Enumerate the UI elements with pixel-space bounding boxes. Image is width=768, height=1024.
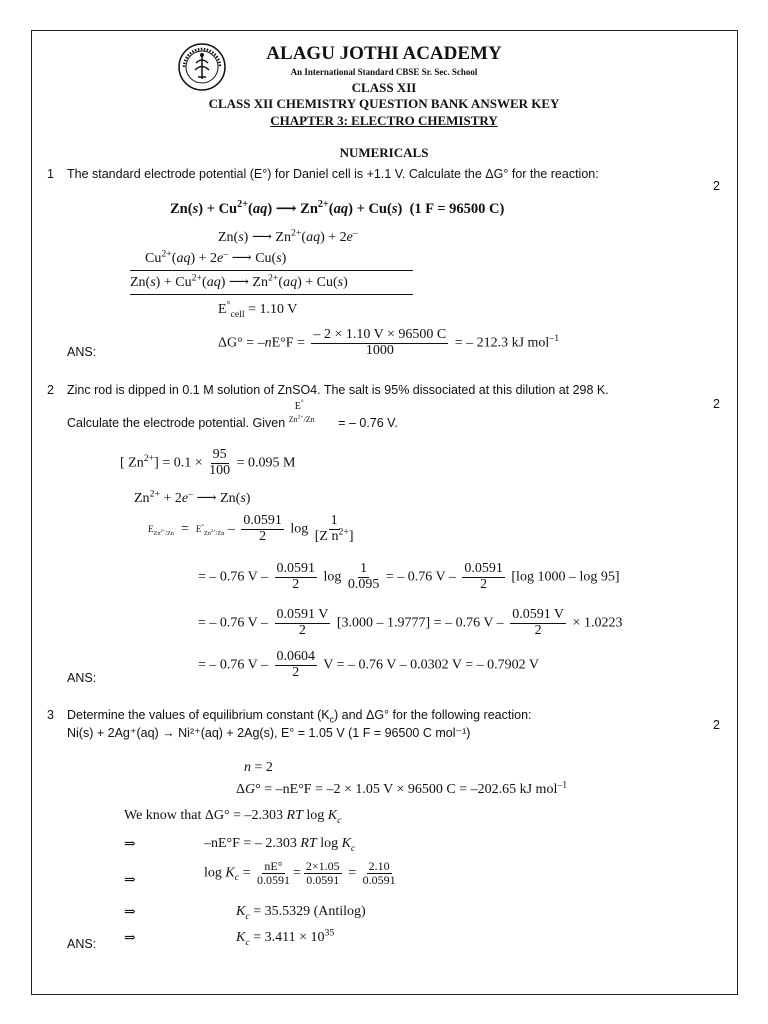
question-bank-title: CLASS XII CHEMISTRY QUESTION BANK ANSWER KEY: [208, 96, 560, 111]
q2-text-line2-suffix: = – 0.76 V.: [338, 416, 398, 430]
q2-line3-frac2-den: 0.095: [347, 576, 380, 592]
q3-frac-c-den: 0.0591: [362, 872, 396, 887]
q3-number: 3: [47, 708, 54, 722]
q2-line4-frac2-den: 2: [534, 622, 542, 638]
q1-delta-g-formula: ΔG° = –nE°F = $\frac{- 2 \times 1.10 V \times 96500 C}{1000}$ = – 212.3 kJ mol$^{-1}$: [218, 327, 560, 358]
q1-dg-numerator: – 2 × 1.10 V × 96500 C: [313, 327, 447, 342]
q2-line3-b: log: [323, 569, 342, 585]
q1-ans-label: ANS:: [67, 345, 97, 359]
q2-line5-b: V = – 0.76 V – 0.0302 V = – 0.7902 V: [323, 657, 539, 673]
q3-nef-line-a: –nE°F = – 2.303: [204, 836, 297, 851]
q3-log-kc: $\log K_c$ = $\frac{nE^\circ}{0.0591}$ = $\frac{2\times 1.05}{0.0591}$ = $\frac{2.10}{0.0591}$: [204, 859, 396, 887]
q1-ecell: $E^\circ_{cell} = 1.10$ V: [218, 299, 298, 320]
q3-implies-4: ⇒: [124, 931, 136, 946]
q2-half-reaction: $Zn^{2+} + 2e^-$ ⟶ Zn(s): [134, 488, 251, 506]
q2-line3-frac1-num: 0.0591: [276, 561, 315, 576]
q3-kc-final: $K_c = 3.411 \times 10^{35}$: [236, 927, 335, 948]
q3-dg-exp: –1: [557, 779, 568, 791]
q3-ans-label: ANS:: [67, 937, 97, 951]
school-name: ALAGU JOTHI ACADEMY: [266, 43, 502, 64]
q1-sum-line: [130, 270, 413, 271]
q1-dg-result-exp: –1: [549, 332, 560, 344]
q3-n-value: n = 2: [244, 760, 273, 775]
q3-know-line: We know that ΔG° = –2.303 RT $\log K_c$: [124, 808, 342, 826]
section-title: NUMERICALS: [339, 145, 429, 160]
q1-number: 1: [47, 167, 54, 181]
q3-know-line-a: We know that ΔG° = –2.303: [124, 808, 284, 823]
q2-text-line2: [67, 398, 398, 430]
q3-text-line1-end: ) and ΔG° for the following reaction:: [334, 708, 532, 722]
q2-line5-num: 0.0604: [276, 649, 315, 664]
q2-conc-result: = 0.095 M: [236, 455, 296, 471]
q2-line3-frac2-num: 1: [360, 561, 368, 576]
q3-know-line-rt: RT: [286, 808, 303, 823]
q1-half-reaction-reduction: $Cu^{2+}(aq) + 2e^-$ ⟶ Cu(s): [145, 248, 287, 266]
q1-half-reaction-oxidation: Zn(s) ⟶ $Zn^{2+}(aq) + 2e^-$: [218, 227, 358, 245]
q2-line4-frac1-den: 2: [298, 622, 306, 638]
q2-line4-a: = – 0.76 V –: [198, 615, 268, 631]
q2-nernst-den: 2: [259, 528, 267, 544]
q1-dg-denominator: 1000: [365, 342, 394, 358]
q2-concentration: [ $Zn^{2+}] = 0.1$ × $\frac{95}{100}$ = 0.095 M: [120, 447, 296, 478]
q2-conc-lhs-prefix: [ Zn: [120, 455, 144, 471]
class-label: CLASS XII: [351, 80, 417, 95]
q3-frac-c-num: 2.10: [368, 859, 390, 873]
q3-frac-b-num: 2×1.05: [305, 859, 340, 873]
q2-line5-a: = – 0.76 V –: [198, 657, 268, 673]
q3-kc-antilog-value: = 35.5329 (Antilog): [253, 904, 366, 919]
q3-marks: 2: [713, 718, 720, 732]
q2-ans-label: ANS:: [67, 671, 97, 685]
q3-frac-a-num: nE°: [264, 859, 283, 873]
q2-line3-d: [log 1000 – log 95]: [511, 569, 620, 585]
q2-line4-frac1-num: 0.0591 V: [276, 607, 329, 622]
q2-line3-a: = – 0.76 V –: [198, 569, 268, 585]
q2-text-line1: Zinc rod is dipped in 0.1 M solution of ZnSO4. The salt is 95% dissociated at this dilution at 298 K.: [67, 383, 609, 397]
q3-kc-final-exp: 35: [324, 927, 335, 939]
q3-implies-3: ⇒: [124, 905, 136, 920]
q2-step-line5: [198, 650, 539, 680]
q3-kc-antilog: $K_c = 35.5329$ (Antilog): [236, 904, 366, 922]
q1-ecell-value: = 1.10 V: [248, 302, 298, 317]
q1-faraday: (1 F = 96500 C): [409, 201, 505, 217]
q2-conc-den: 100: [209, 462, 231, 478]
q2-line4-c: × 1.0223: [572, 615, 623, 631]
q2-nernst-const: 0.0591: [243, 513, 282, 528]
q2-step-line3: [198, 562, 620, 592]
q1-sum-line-bottom: [130, 294, 413, 295]
q2-nernst-equation: $E_{Zn^{2+}/Zn} = E^\circ_{Zn^{2+}/Zn}$ – $\frac{0.0591}{2}$ log $\frac{1}{[Z n^{2+}]}$: [148, 513, 354, 544]
q3-frac-b-den: 0.0591: [306, 872, 340, 887]
q2-line4-frac2-num: 0.0591 V: [512, 607, 565, 622]
q3-nef-line: –nE°F = – 2.303 RT $\log K_c$: [204, 836, 356, 854]
q1-marks: 2: [713, 179, 720, 193]
school-tagline: An International Standard CBSE Sr. Sec. School: [290, 67, 478, 77]
q2-line3-c: = – 0.76 V –: [385, 569, 456, 585]
q3-text-line1-sub: c: [329, 714, 335, 725]
chapter-title: CHAPTER 3: ELECTRO CHEMISTRY: [270, 113, 498, 128]
q1-net-reaction: $Zn(s) + Cu^{2+}(aq)$ ⟶ $Zn^{2+}(aq) + Cu(s)$: [130, 272, 348, 290]
q3-kc-final-value: = 3.411 × 10: [253, 930, 325, 945]
q2-line3-frac1-den: 2: [292, 576, 300, 592]
q2-conc-lhs-suffix: ] = 0.1 ×: [154, 455, 203, 471]
q3-know-line-end: log: [306, 808, 325, 823]
q3-text-line1-a: Determine the values of equilibrium constant (K: [67, 708, 330, 722]
q3-frac-a-den: 0.0591: [257, 872, 290, 887]
q3-text-line2: Ni(s) + 2Ag⁺(aq) → Ni²⁺(aq) + 2Ag(s), E° = 1.05 V (1 F = 96500 C mol⁻¹): [67, 726, 471, 740]
q2-text-line2-prefix: Calculate the electrode potential. Given: [67, 416, 286, 430]
q1-main-reaction: $Zn(s) + Cu^{2+}(aq)$ ⟶ $Zn^{2+}(aq) + Cu(s)$ (1 F = 96500 C): [170, 199, 505, 217]
q2-line5-den: 2: [292, 664, 300, 680]
q2-given-symbol: E° $Zn^{2+}/Zn$: [288, 398, 315, 424]
q2-conc-num: 95: [212, 447, 227, 462]
q3-dg-line: = –nE°F = –2 × 1.05 V × 96500 C = –202.65 kJ mol: [264, 782, 558, 797]
q2-line3-frac3-den: 2: [480, 576, 488, 592]
q2-number: 2: [47, 383, 54, 397]
q1-text: The standard electrode potential (E°) for Daniel cell is +1.1 V. Calculate the ΔG° for the reaction:: [67, 167, 599, 181]
q2-marks: 2: [713, 397, 720, 411]
q2-step-line4: [198, 608, 622, 638]
q2-line4-b: [3.000 – 1.9777] = – 0.76 V –: [336, 615, 504, 631]
q3-implies-1: ⇒: [124, 837, 136, 852]
q3-delta-g: ΔG° = –nE°F = –2 × 1.05 V × 96500 C = –202.65 kJ mol$^{-1}$: [236, 779, 568, 797]
q3-n-line: = 2: [254, 760, 273, 775]
q2-line3-frac3-num: 0.0591: [464, 561, 503, 576]
q3-text-line1: [67, 708, 532, 725]
q1-dg-result: = – 212.3 kJ mol: [454, 335, 550, 351]
q3-log-kc-eq: =: [242, 865, 251, 881]
q3-implies-2: ⇒: [124, 873, 136, 888]
